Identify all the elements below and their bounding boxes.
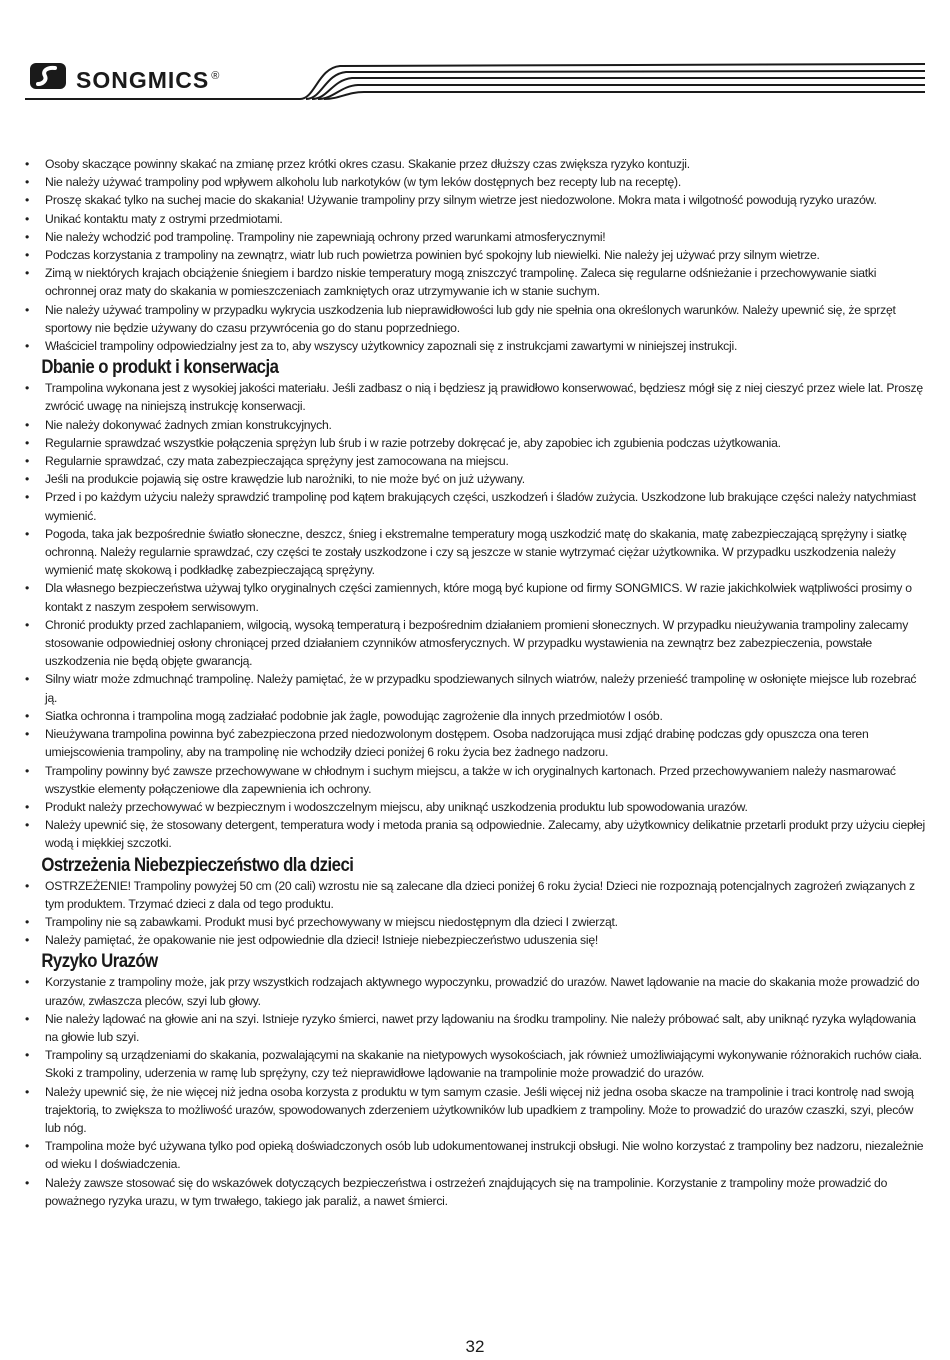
kids-bullet-list (25, 877, 930, 950)
bullet-item: • Nie należy dokonywać żadnych zmian konstrukcyjnych. (25, 416, 930, 434)
bullet-item: • Dla własnego bezpieczeństwa używaj tylko oryginalnych części zamiennych, które mogą być kupione od firmy SONGMICS. W razie jakichkolwiek wątpliwości prosimy o kontakt z naszym zespołem serwisowym. (25, 579, 930, 615)
bullet-item: • Nie należy lądować na głowie ani na szyi. Istnieje ryzyko śmierci, nawet przy lądowaniu na środku trampoliny. Nie należy próbować salt, aby uniknąć ryzyka wylądowania na głowie lub szyi. (25, 1010, 930, 1046)
bullet-item: • Regularnie sprawdzać wszystkie połączenia sprężyn lub śrub i w razie potrzeby dokręcać je, aby zapobiec ich zgubienia podczas użytkowania. (25, 434, 930, 452)
bullet-item: • Właściciel trampoliny odpowiedzialny jest za to, aby wszyscy użytkownicy zapoznali się z instrukcjami zawartymi w niniejszej instrukcji. (25, 337, 930, 355)
bullet-item: • Nie należy używać trampoliny pod wpływem alkoholu lub narkotyków (w tym leków dostępnych bez recepty lub na receptę). (25, 173, 930, 191)
bullet-item: • Proszę skakać tylko na suchej macie do skakania! Używanie trampoliny przy silnym wietrze jest niedozwolone. Mokra mata i wilgotność powodują ryzyko urazów. (25, 191, 930, 209)
bullet-item: • Należy upewnić się, że nie więcej niż jedna osoba korzysta z produktu w tym samym czasie. Jeśli więcej niż jedna osoba skacze na trampolinie i traci kontrolę nad swoją trajektorią, to zwiększa to możliwość urazów, spowodowanych zderzeniem użytkowników lub upadkiem z trampoliny. Może to prowadzić do urazów czaszki, szyi, pleców lub nóg. (25, 1083, 930, 1138)
brand-logo-icon (28, 62, 70, 90)
bullet-item: • Trampolina może być używana tylko pod opieką doświadczonych osób lub udokumentowanej instrukcji obsługi. Nie wolno korzystać z trampoliny bez nadzoru, niezależnie od wieku I doświadczenia. (25, 1137, 930, 1173)
bullet-item: • Jeśli na produkcie pojawią się ostre krawędzie lub narożniki, to nie może być on już używany. (25, 470, 930, 488)
bullet-item: • Trampoliny nie są zabawkami. Produkt musi być przechowywany w miejscu niedostępnym dla dzieci I zwierząt. (25, 913, 930, 931)
bullet-item: • Nie należy używać trampoliny w przypadku wykrycia uszkodzenia lub nieprawidłowości lub gdy nie spełnia ona określonych warunków. Należy upewnić się, że sprzęt sportowy nie będzie używany do czasu przywrócenia go do stanu poprzedniego. (25, 301, 930, 337)
bullet-item: • Osoby skaczące powinny skakać na zmianę przez krótki okres czasu. Skakanie przez dłuższy czas zwiększa ryzyko kontuzji. (25, 155, 930, 173)
bullet-item: • Produkt należy przechowywać w bezpiecznym i wodoszczelnym miejscu, aby uniknąć uszkodzenia produktu lub spowodowania urazów. (25, 798, 930, 816)
bullet-item: • Podczas korzystania z trampoliny na zewnątrz, wiatr lub ruch powietrza powinien być spokojny lub niewielki. Nie należy jej używać przy silnym wietrze. (25, 246, 930, 264)
bullet-item: • Unikać kontaktu maty z ostrymi przedmiotami. (25, 210, 930, 228)
bullet-item: • Pogoda, taka jak bezpośrednie światło słoneczne, deszcz, śnieg i ekstremalne temperatury mogą uszkodzić matę do skakania, matę zabezpieczającą sprężyny i siatkę ochronną. Należy regularnie sprawdzać, czy części te zostały uszkodzone i czy są jeszcze w stanie wytrzymać ciężar użytkownika. W przypadku uszkodzenia należy wymienić matę skokową i podkładkę zabezpieczającą sprężyny. (25, 525, 930, 580)
care-bullet-list (25, 379, 930, 852)
bullet-item: • Nie należy wchodzić pod trampolinę. Trampoliny nie zapewniają ochrony przed warunkami atmosferycznymi! (25, 228, 930, 246)
bullet-item: • Silny wiatr może zdmuchnąć trampolinę. Należy pamiętać, że w przypadku spodziewanych silnych wiatrów, należy przenieść trampolinę w osłonięte miejsce lub rozebrać ją. (25, 670, 930, 706)
page-number: 32 (465, 1337, 485, 1356)
bullet-item: • Regularnie sprawdzać, czy mata zabezpieczająca sprężyny jest zamocowana na miejscu. (25, 452, 930, 470)
bullet-item: • Przed i po każdym użyciu należy sprawdzić trampolinę pod kątem brakujących części, uszkodzeń i śladów zużycia. Uszkodzone lub brakujące części należy natychmiast wymienić. (25, 488, 930, 524)
bullet-item: • Zimą w niektórych krajach obciążenie śniegiem i bardzo niskie temperatury mogą zniszczyć trampolinę. Zaleca się regularne odśnieżanie i przechowywanie siatki ochronnej oraz maty do skakania w pomieszczeniach zamkniętych oraz utrzymywanie ich w stanie suchym. (25, 264, 930, 300)
bullet-item: • Chronić produkty przed zachlapaniem, wilgocią, wysoką temperaturą i bezpośrednim działaniem promieni słonecznych. W przypadku nieużywania trampoliny zalecamy stosowanie odpowiedniej osłony chroniącej przed działaniem czynników atmosferycznych. W przypadku wystawienia na zewnątrz bez zabezpieczenia, powstałe uszkodzenia nie będą objęte gwarancją. (25, 616, 930, 671)
kids-section-heading: Ostrzeżenia Niebezpieczeństwo dla dzieci (41, 853, 354, 876)
care-section-heading: Dbanie o produkt i konserwacja (41, 356, 279, 379)
risk-bullet-list (25, 973, 930, 1210)
registered-mark: ® (211, 70, 221, 82)
bullet-item: • Trampoliny są urządzeniami do skakania, pozwalającymi na skakanie na nietypowych wysokościach, jak również umożliwiającymi wykonywanie różnorakich ruchów ciała. Skoki z trampoliny, uderzenia w ramę lub sprężyny, czy też nieprawidłowe lądowanie na trampolinie może prowadzić do urazów. (25, 1046, 930, 1082)
bullet-item: • OSTRZEŻENIE! Trampoliny powyżej 50 cm (20 cali) wzrostu nie są zalecane dla dzieci poniżej 6 roku życia! Dzieci nie rozpoznają potencjalnych zagrożeń związanych z tym produktem. Trzymać dzieci z dala od tego produktu. (25, 877, 930, 913)
page-content (25, 155, 930, 1210)
bullet-item: • Należy zawsze stosować się do wskazówek dotyczących bezpieczeństwa i ostrzeżeń znajdujących się na trampolinie. Korzystanie z trampoliny może prowadzić do poważnego ryzyka urazu, w tym trwałego, takiego jak paraliż, a nawet śmierci. (25, 1174, 930, 1210)
brand-logo (76, 62, 220, 94)
bullet-item: • Korzystanie z trampoliny może, jak przy wszystkich rodzajach aktywnego wypoczynku, prowadzić do urazów. Nawet lądowanie na macie do skakania może prowadzić do urazów, zwłaszcza pleców, szyi lub głowy. (25, 973, 930, 1009)
bullet-item: • Należy upewnić się, że stosowany detergent, temperatura wody i metoda prania są odpowiednie. Zalecamy, aby użytkownicy delikatnie przetarli produkt przy użyciu ciepłej wodą i miękkiej szczotki. (25, 816, 930, 852)
bullet-item: • Trampoliny powinny być zawsze przechowywane w chłodnym i suchym miejscu, a także w ich oryginalnych kartonach. Przed przechowywaniem należy nasmarować wszystkie elementy połączeniowe dla zapewnienia ich ochrony. (25, 762, 930, 798)
bullet-item: • Trampolina wykonana jest z wysokiej jakości materiału. Jeśli zadbasz o nią i będziesz ją prawidłowo konserwować, będziesz mógł się z niej cieszyć przez wiele lat. Proszę zwrócić uwagę na niniejszą instrukcję konserwacji. (25, 379, 930, 415)
brand-name: SONGMICS (76, 67, 210, 93)
risk-section-heading: Ryzyko Urazów (41, 950, 158, 973)
bullet-item: • Nieużywana trampolina powinna być zabezpieczona przed niedozwolonym dostępem. Osoba nadzorująca musi zdjąć drabinę podczas gdy opuszcza ona teren umiejscowienia trampoliny, aby na trampolinę nie wchodziły dzieci poniżej 6 roku życia bez żadnego nadzoru. (25, 725, 930, 761)
page-header (0, 0, 950, 110)
bullet-item: • Siatka ochronna i trampolina mogą zadziałać podobnie jak żagle, powodując zagrożenie dla innych przedmiotów I osób. (25, 707, 930, 725)
bullet-item: • Należy pamiętać, że opakowanie nie jest odpowiednie dla dzieci! Istnieje niebezpieczeństwo uduszenia się! (25, 931, 930, 949)
intro-bullet-list (25, 155, 930, 355)
